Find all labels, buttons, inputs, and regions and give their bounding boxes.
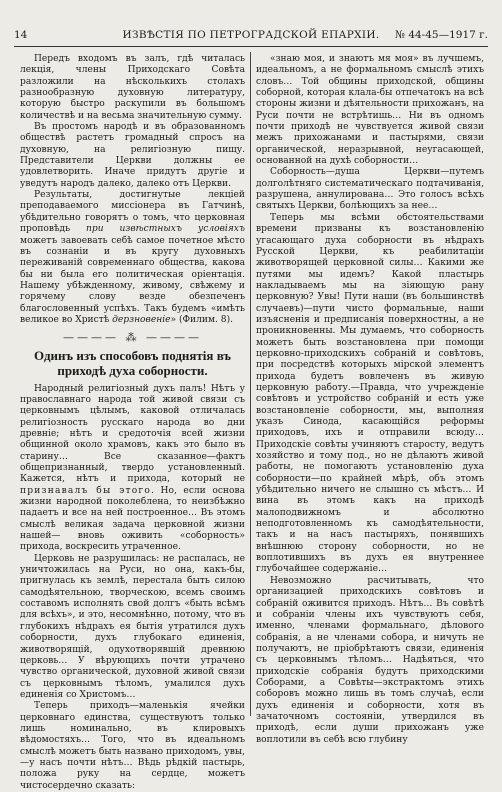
- paragraph: Народный религіозный духъ палъ! Нѣтъ у православнаго народа той живой связи съ церковнымъ цѣлымъ, каковой отличалась религіозность русскаго народа во дни древніе; нѣтъ и средоточія всей жизни общинной около храмовъ, какъ это было въ старину… Все сказанное—фактъ общепризнанный, твердо установленный. Кажется, нѣтъ и прихода, который не признавалъ бы этого. Но, если основа жизни народной поколеблена, то неизбѣжно падаетъ и все на ней построенное… Въ этомъ смыслѣ великая задача церковной жизни нашей— вновь оживить «соборность» прихода, воскресить утраченное.: [20, 383, 245, 553]
- paragraph: Въ простомъ народѣ и въ образованномъ обществѣ растетъ громадный спросъ на духовную, на религіозную пищу. Представители Церкви должны ее удовлетворить. Иначе придутъ другіе и уведутъ народъ далеко, далеко отъ Церкви.: [20, 122, 245, 189]
- paragraph: Теперь приходъ—маленькія ячейки церковнаго единства, существуютъ только лишь номинально, въ клировыхъ вѣдомостяхъ… Того, что въ идеальномъ смыслѣ можетъ быть названо приходомъ, увы,—у насъ почти нѣтъ… Вѣдь рѣдкій пастырь, положа руку на сердце, можетъ чистосердечно сказать:: [20, 701, 245, 791]
- left-column: [20, 54, 245, 791]
- emphasis: при извѣстныхъ условіяхъ: [86, 224, 245, 235]
- spaced-emphasis: признавалъ бы этого: [20, 485, 152, 496]
- paragraph: Соборность—душа Церкви—путемъ долголѣтняго систематическаго подтачиванія, разрушена, аннулирована… Это голосъ всѣхъ святыхъ Церкви, болѣющихъ за нее…: [256, 167, 484, 212]
- right-column: [256, 54, 484, 745]
- section-title: Одинъ изъ способовъ поднятія въ приходѣ духа соборности.: [34, 347, 231, 378]
- paragraph: Невозможно расчитывать, что организацией приходскихъ совѣтовъ и собраній оживится приходъ. Нѣтъ… Въ совѣтѣ и собраніи члены ихъ чувствуютъ себя, именно, членами формальнаго, дѣлового собранія, а не членами собора, и ничуть не получаютъ, не пріобрѣтаютъ связи, единенія съ церковнымъ тѣломъ… Надѣяться, что приходскіе собранія будутъ приходскими Соборами, а Совѣты—экстрактомъ этихъ соборовъ можно лишь въ томъ случаѣ, если духъ единенія и соборности, хотя въ зачаточномъ состояніи, утвердился въ приходѣ, если души прихожанъ уже воплотили въ себѣ всю глубину: [256, 575, 484, 745]
- header-rule: [14, 46, 488, 47]
- paragraph: Передъ входомъ въ залъ, гдѣ читалась лекція, члены Приходскаго Совѣта разложили на нѣсколькихъ столахъ разнообразную духовную литературу, которую быстро раскупили въ большомъ количествѣ и на весьма значительную сумму.: [20, 54, 245, 121]
- paragraph: «знаю моя, и знаютъ мя моя» въ лучшемъ, идеальномъ, а не формальномъ смыслѣ этихъ словъ… Той общины приходской, общины соборной, которая клала-бы отпечатокъ на всѣ стороны жизни и дѣятельности прихожанъ, на Руси почти не встрѣтишь… Ни въ одномъ почти приходѣ не чувствуется живой связи межъ прихожанами и пастырями, связи органической, неразрывной, неугасающей, основанной на духѣ соборности…: [256, 54, 484, 167]
- paragraph: Церковь не разрушилась: не распалась, не уничтожилась на Руси, но она, какъ-бы, пригнулась къ землѣ, перестала быть силою самодѣятельною, творческою, всемъ своимъ составомъ исполнять свой долгъ «быть всѣмъ для всѣхъ», и это, несомнѣнно, потому, что въ глубокихъ нѣдрахъ ея бытія утратился духъ соборности, духъ глубокаго единенія, животворящій, одухотворявшій древнюю церковь… У вѣрующихъ почти утрачено чувство органической, духовной живой связи съ церковнымъ тѣломъ, умалился духъ единенія со Христомъ…: [20, 553, 245, 700]
- section-separator: ———— ⁂ ————: [63, 331, 202, 345]
- journal-title: ИЗВѢСТІЯ ПО ПЕТРОГРАДСКОЙ ЕПАРХІИ.: [122, 29, 380, 41]
- page-number: 14: [14, 29, 28, 41]
- column-divider: [250, 52, 251, 716]
- paragraph: Теперь мы всѣми обстоятельствами времени призваны къ возстановленію угасающаго духа соборности въ нѣдрахъ Русской Церкви, къ реабилитаціи животворящей церковной силы… Какими же путями мы идемъ? Какой пластырь накладываемъ мы на зіяющую рану церковную? Увы! Пути наши (въ большинствѣ случаевъ)—пути чисто формальные, наши изъясненія и предписанія поверхностны, а не проникновенны. Мы думаемъ, что соборность можетъ быть возстановлена при помощи церковно-приходскихъ собраній и совѣтовъ, при посредствѣ которыхъ мірской элементъ прихода будетъ вовлеченъ въ живую церковную работу.—Правда, что учрежденіе совѣтовъ и устройство собраній и есть уже возстановленіе соборности, мы, выполняя указъ Синода, касающійся реформы приходовъ, ихъ и отправили всюду… Приходскіе совѣты учиняютъ старосту, ведутъ хозяйство и тому под., но не дѣлаютъ живой работы, не помогаютъ установленію духа соборности—по крайней мѣрѣ, объ этомъ убѣдительно ничего не слышно съ мѣстъ… И вина въ этомъ какъ на приходѣ малоподвижномъ и абсолютно неподготовленномъ къ самодѣятельности, такъ и на насъ пастыряхъ, понявшихъ внѣшнюю сторону соборности, но не воплотившихъ въ духъ ея внутреннее глубочайшее содержаніе…: [256, 212, 484, 575]
- paragraph: Результаты, достигнутые лекціей преподаваемого миссіонера въ Гатчинѣ, убѣдительно говорятъ о томъ, что церковная проповѣдь при извѣстныхъ условіяхъ можетъ завоевать себѣ самое почетное мѣсто въ сознаніи и въ кругу духовныхъ переживаній современнаго общества, какова бы ни была его политическая оріентація. Нашему убѣжденному, живому, свѣжему и горячему слову везде обезпеченъ благословенный успѣхъ. Такъ будемъ «имѣть великое во Христѣ дерзновеніе» (Филим. 8).: [20, 190, 245, 325]
- emphasis: дерзновеніе: [112, 314, 171, 325]
- running-header: [14, 26, 488, 44]
- issue-number: № 44-45—1917 г.: [395, 29, 488, 41]
